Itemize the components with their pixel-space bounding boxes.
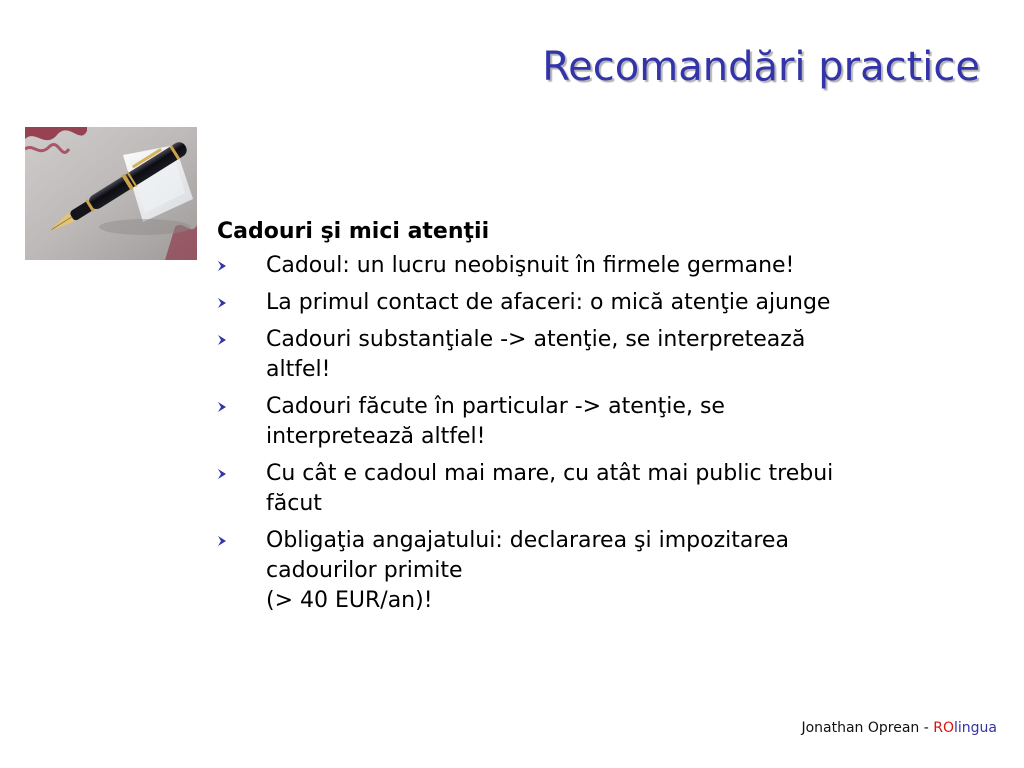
list-item [217, 288, 937, 318]
arrowhead-bullet-icon [217, 400, 229, 414]
section-heading: Cadouri şi mici atenţii [217, 219, 490, 244]
list-item [217, 526, 937, 616]
arrowhead-bullet-icon [217, 259, 229, 273]
arrowhead-bullet-icon [217, 333, 229, 347]
footer-author: Jonathan Oprean - [801, 720, 934, 736]
list-item [217, 392, 937, 452]
list-item-text: Cadoul: un lucru neobişnuit în firmele germane! [266, 253, 795, 278]
list-item-text: La primul contact de afaceri: o mică atenţie ajunge [266, 290, 831, 315]
bullet-list [217, 251, 937, 616]
footer-brand-lingua: lingua [954, 720, 997, 736]
list-item-text: Cu cât e cadoul mai mare, cu atât mai public trebui făcut [266, 461, 834, 516]
arrowhead-bullet-icon [217, 296, 229, 310]
fountain-pen-photo [25, 127, 197, 260]
arrowhead-bullet-icon [217, 467, 229, 481]
arrowhead-bullet-icon [217, 534, 229, 548]
list-item-text: Cadouri substanţiale -> atenţie, se interpretează altfel! [266, 327, 806, 382]
list-item [217, 325, 937, 385]
footer-brand-ro: RO [933, 720, 954, 736]
slide-body [217, 216, 937, 623]
list-item [217, 459, 937, 519]
list-item [217, 251, 937, 281]
list-item-text: Cadouri făcute în particular -> atenţie, se interpretează altfel! [266, 394, 725, 449]
list-item-text: Obligaţia angajatului: declararea şi impozitarea cadourilor primite (> 40 EUR/an)! [266, 528, 789, 613]
footer [801, 720, 997, 736]
fountain-pen-icon [25, 127, 197, 260]
page-title: Recomandări practice [542, 44, 980, 90]
